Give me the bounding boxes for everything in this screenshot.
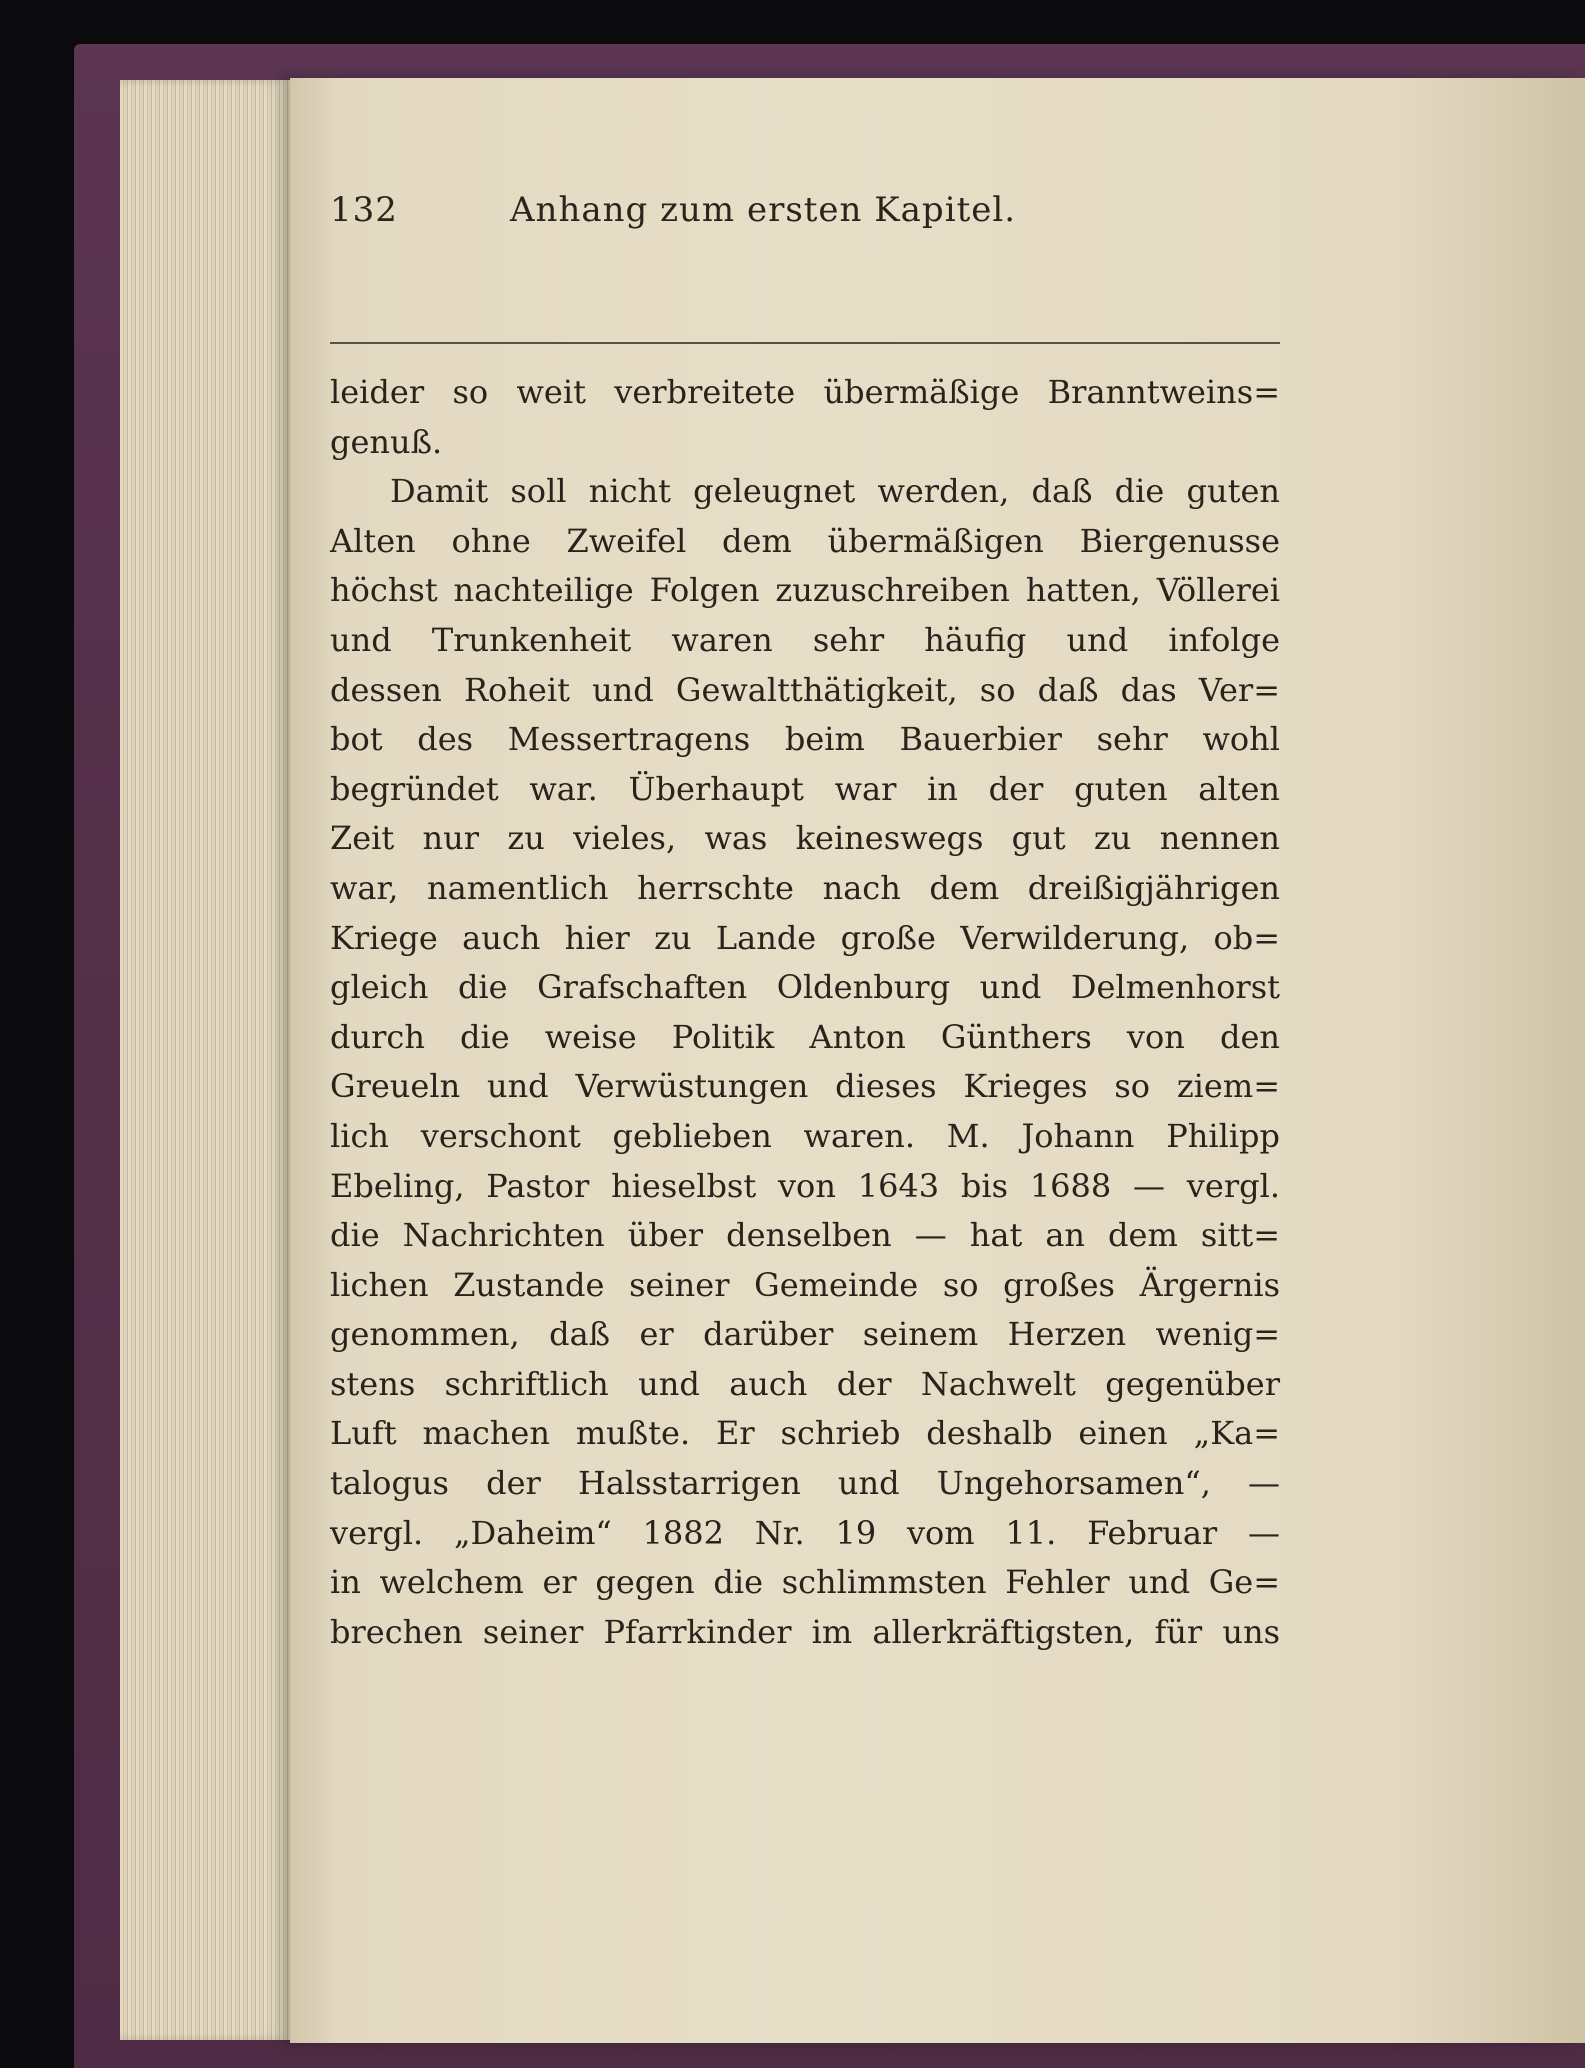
text-line: begründet war. Überhaupt war in der guten alten bbox=[330, 769, 1280, 808]
text-line: stens schriftlich und auch der Nachwelt gegenüber bbox=[330, 1364, 1280, 1403]
text-line: Alten ohne Zweifel dem übermäßigen Biergenusse bbox=[330, 521, 1280, 560]
text-line: gleich die Grafschaften Oldenburg und Delmenhorst bbox=[330, 968, 1280, 1007]
page-header bbox=[330, 190, 1280, 254]
text-line: die Nachrichten über denselben — hat an dem sitt= bbox=[330, 1216, 1280, 1255]
text-line: lichen Zustande seiner Gemeinde so großes Ärgernis bbox=[330, 1265, 1280, 1304]
text-line: war, namentlich herrschte nach dem dreißigjährigen bbox=[330, 868, 1280, 907]
text-line: genuß. bbox=[330, 422, 443, 461]
text-line: Ebeling, Pastor hieselbst von 1643 bis 1688 — vergl. bbox=[330, 1166, 1280, 1205]
text-line: und Trunkenheit waren sehr häufig und infolge bbox=[330, 620, 1280, 659]
header-rule bbox=[330, 342, 1280, 344]
text-line: Luft machen mußte. Er schrieb deshalb einen „Ka= bbox=[330, 1414, 1280, 1453]
text-line: Zeit nur zu vieles, was keineswegs gut zu nennen bbox=[330, 819, 1280, 858]
page-number: 132 bbox=[330, 190, 398, 230]
text-line: genommen, daß er darüber seinem Herzen wenig= bbox=[330, 1315, 1280, 1354]
text-line: Greueln und Verwüstungen dieses Krieges so ziem= bbox=[330, 1067, 1280, 1106]
text-line: bot des Messertragens beim Bauerbier sehr wohl bbox=[330, 720, 1280, 759]
text-line: dessen Roheit und Gewaltthätigkeit, so daß das Ver= bbox=[330, 670, 1280, 709]
text-line: in welchem er gegen die schlimmsten Fehler und Ge= bbox=[330, 1563, 1280, 1602]
running-title: Anhang zum ersten Kapitel. bbox=[510, 190, 1017, 230]
text-line: durch die weise Politik Anton Günthers von den bbox=[330, 1017, 1280, 1056]
text-line: vergl. „Daheim“ 1882 Nr. 19 vom 11. Februar — bbox=[330, 1513, 1280, 1552]
text-line: Damit soll nicht geleugnet werden, daß die guten bbox=[390, 472, 1280, 511]
text-line: talogus der Halsstarrigen und Ungehorsamen“, — bbox=[330, 1464, 1280, 1503]
text-line: brechen seiner Pfarrkinder im allerkräftigsten, für uns bbox=[330, 1612, 1280, 1651]
text-line: leider so weit verbreitete übermäßige Branntweins= bbox=[330, 373, 1280, 411]
text-line: lich verschont geblieben waren. M. Johann Philipp bbox=[330, 1116, 1280, 1155]
body-text bbox=[330, 368, 1280, 1657]
text-line: Kriege auch hier zu Lande große Verwilderung, ob= bbox=[330, 918, 1280, 957]
text-line: höchst nachteilige Folgen zuzuschreiben hatten, Völlerei bbox=[330, 571, 1280, 610]
